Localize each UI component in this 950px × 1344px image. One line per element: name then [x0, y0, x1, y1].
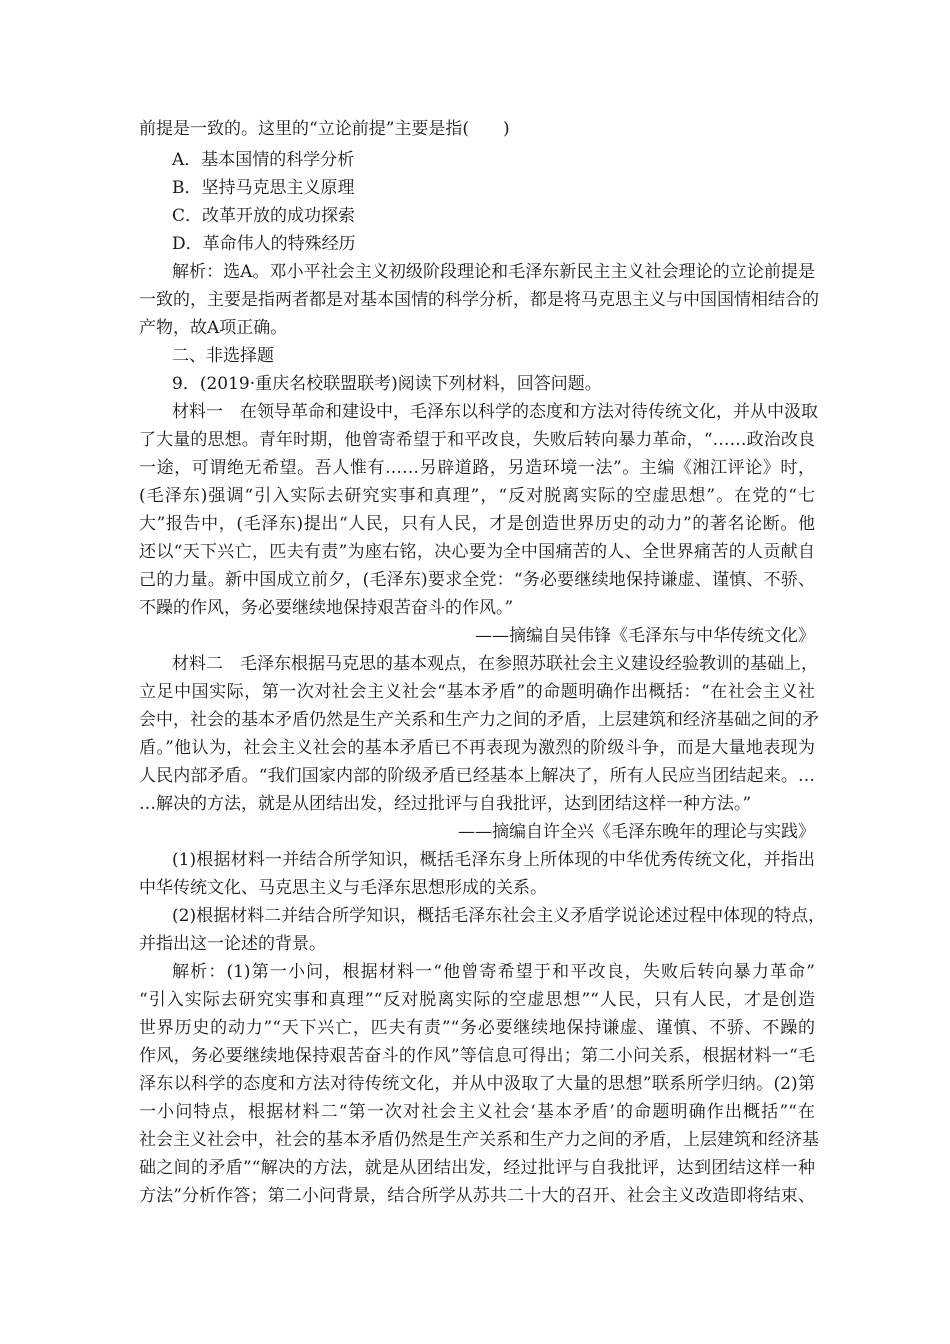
material-one-line: 还以“天下兴亡，匹夫有责”为座右铭，决心要为全中国痛苦的人、全世界痛苦的人贡献自: [139, 542, 815, 562]
analysis-line: 作风，务必要继续地保持艰苦奋斗的作风”等信息可得出；第二小问关系，根据材料一“毛: [139, 1046, 815, 1066]
material-two-source: ——摘编自许全兴《毛泽东晚年的理论与实践》: [458, 822, 815, 842]
material-two-line: 立足中国实际，第一次对社会主义社会“基本矛盾”的命题明确作出概括：“在社会主义社: [139, 682, 815, 702]
material-two-line: 会中，社会的基本矛盾仍然是生产关系和生产力之间的矛盾，上层建筑和经济基础之间的矛: [139, 710, 819, 730]
material-one-line: 不躁的作风，务必要继续地保持艰苦奋斗的作风。”: [139, 598, 514, 618]
answer-analysis-line: 解析：选A。邓小平社会主义初级阶段理论和毛泽东新民主主义社会理论的立论前提是: [172, 262, 815, 282]
material-two-line: 盾。”他认为，社会主义社会的基本矛盾已不再表现为激烈的阶级斗争，而是大量地表现为: [139, 738, 815, 758]
material-one-line: (毛泽东)强调“引入实际去研究实事和真理”，“反对脱离实际的空虚思想”。在党的“七: [139, 486, 815, 506]
analysis-line: 方法”分析作答；第二小问背景，结合所学从苏共二十大的召开、社会主义改造即将结束、: [139, 1186, 815, 1206]
option-a: A．基本国情的科学分析: [172, 150, 355, 170]
material-two-line: …解决的方法，就是从团结出发，经过批评与自我批评，达到团结这样一种方法。”: [139, 794, 752, 814]
material-two-line: 人民内部矛盾。“我们国家内部的阶级矛盾已经基本上解决了，所有人民应当团结起来。…: [139, 766, 815, 786]
material-one-line: 己的力量。新中国成立前夕，(毛泽东)要求全党：“务必要继续地保持谦虚、谨慎、不骄、: [139, 570, 815, 590]
subquestion-1-line: 中华传统文化、马克思主义与毛泽东思想形成的关系。: [139, 878, 547, 898]
material-one-line: 了大量的思想。青年时期，他曾寄希望于和平改良，失败后转向暴力革命，“……政治改良: [139, 430, 815, 450]
analysis-line: 础之间的矛盾”“解决的方法，就是从团结出发，经过批评与自我批评，达到团结这样一种: [139, 1158, 815, 1178]
analysis-line: 泽东以科学的态度和方法对待传统文化，并从中汲取了大量的思想”联系所学归纳。(2)第: [139, 1074, 815, 1094]
material-one-source: ——摘编自吴伟锋《毛泽东与中华传统文化》: [475, 626, 815, 646]
analysis-line: “引入实际去研究实事和真理”“反对脱离实际的空虚思想”“人民，只有人民，才是创造: [139, 990, 815, 1010]
analysis-line: 解析：(1)第一小问，根据材料一“他曾寄希望于和平改良，失败后转向暴力革命”: [172, 962, 815, 982]
material-one-line: 一途，可谓绝无希望。吾人惟有……另辟道路，另造环境一法”。主编《湘江评论》时，: [139, 458, 815, 478]
material-two-line: 材料二 毛泽东根据马克思的基本观点，在参照苏联社会主义建设经验教训的基础上，: [172, 654, 818, 674]
section-heading: 二、非选择题: [172, 346, 274, 366]
analysis-line: 社会主义社会中，社会的基本矛盾仍然是生产关系和生产力之间的矛盾，上层建筑和经济基: [139, 1130, 819, 1150]
option-c: C．改革开放的成功探索: [172, 206, 356, 226]
analysis-line: 世界历史的动力”“天下兴亡，匹夫有责”“务必要继续地保持谦虚、谨慎、不骄、不躁的: [139, 1018, 815, 1038]
subquestion-1-line: (1)根据材料一并结合所学知识，概括毛泽东身上所体现的中华优秀传统文化，并指出: [172, 850, 815, 870]
question-stem: 前提是一致的。这里的“立论前提”主要是指( ): [139, 119, 510, 139]
answer-analysis-line: 一致的，主要是指两者都是对基本国情的科学分析，都是将马克思主义与中国国情相结合的: [139, 290, 819, 310]
subquestion-2-line: (2)根据材料二并结合所学知识，概括毛泽东社会主义矛盾学说论述过程中体现的特点，: [172, 906, 826, 926]
material-one-line: 大”报告中，(毛泽东)提出“人民，只有人民，才是创造世界历史的动力”的著名论断。他: [139, 514, 815, 534]
material-one-line: 材料一 在领导革命和建设中，毛泽东以科学的态度和方法对待传统文化，并从中汲取: [172, 402, 818, 422]
option-b: B．坚持马克思主义原理: [172, 178, 355, 198]
analysis-line: 一小问特点，根据材料二“第一次对社会主义社会‘基本矛盾’的命题明确作出概括”“在: [139, 1102, 815, 1122]
option-d: D．革命伟人的特殊经历: [172, 234, 356, 254]
subquestion-2-line: 并指出这一论述的背景。: [139, 934, 326, 954]
answer-analysis-line: 产物，故A项正确。: [139, 318, 288, 338]
question-9-intro: 9．(2019·重庆名校联盟联考)阅读下列材料，回答问题。: [172, 374, 602, 394]
